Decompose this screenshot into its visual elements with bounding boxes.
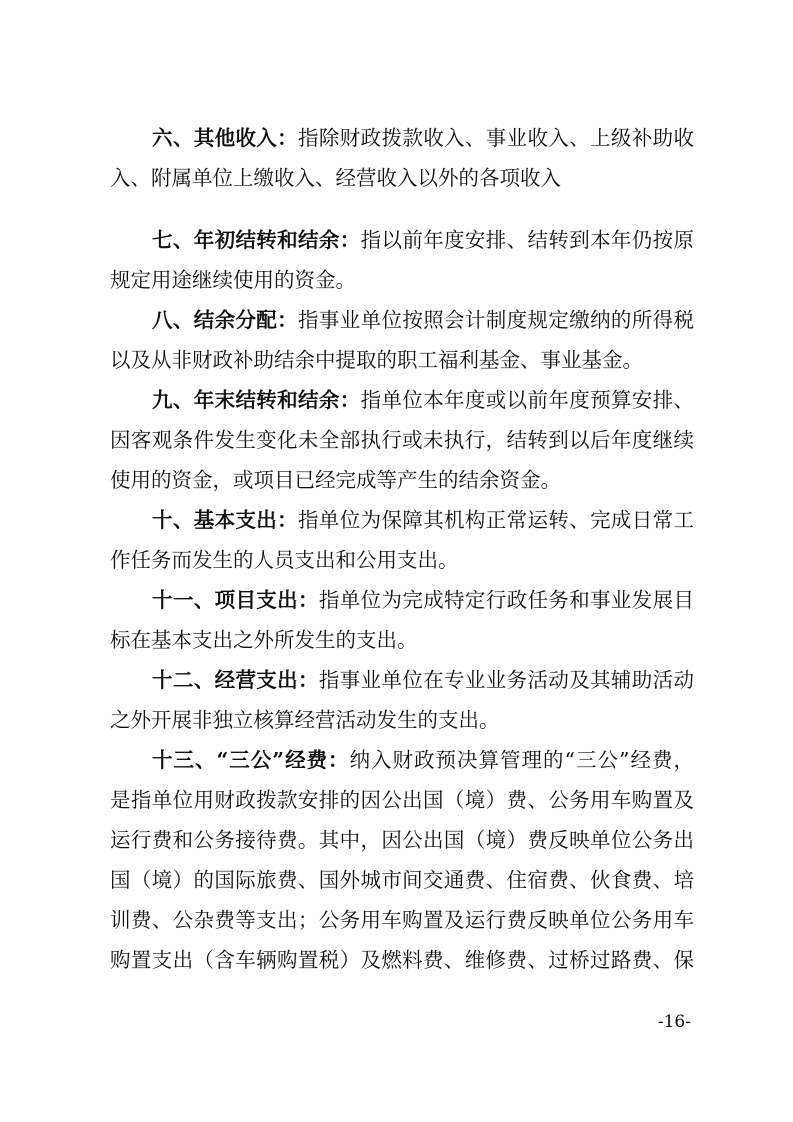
paragraph <box>110 740 694 980</box>
paragraph <box>110 660 694 740</box>
text-line <box>110 820 694 860</box>
paragraph-text: 购置支出（含车辆购置税）及燃料费、维修费、过桥过路费、保 <box>110 948 694 972</box>
paragraph-heading: 九、年末结转和结余： <box>152 388 361 412</box>
text-line <box>110 740 694 780</box>
paragraph <box>110 220 694 300</box>
paragraph-text: 运行费和公务接待费。其中，因公出国（境）费反映单位公务出 <box>110 828 694 852</box>
paragraph <box>110 300 694 380</box>
paragraph-heading: 十二、经营支出： <box>152 668 319 692</box>
paragraph-heading: 八、结余分配： <box>152 308 299 332</box>
paragraph-text: 因客观条件发生变化未全部执行或未执行，结转到以后年度继续 <box>110 428 694 452</box>
paragraph-text: 规定用途继续使用的资金。 <box>110 268 356 292</box>
text-line <box>110 940 694 980</box>
paragraph-text: 指以前年度安排、结转到本年仍按原 <box>360 228 695 252</box>
text-line <box>110 420 694 460</box>
text-line <box>110 620 694 660</box>
text-line <box>110 220 694 260</box>
paragraph-text: 使用的资金，或项目已经完成等产生的结余资金。 <box>110 468 561 492</box>
paragraph <box>110 500 694 580</box>
text-line <box>110 860 694 900</box>
text-line <box>110 700 694 740</box>
text-line <box>110 340 694 380</box>
paragraph-heading: 六、其他收入： <box>152 126 299 150</box>
text-line <box>110 780 694 820</box>
text-line <box>110 380 694 420</box>
text-line <box>110 580 694 620</box>
paragraph-text: 指事业单位在专业业务活动及其辅助活动 <box>318 668 695 692</box>
text-line <box>110 260 694 300</box>
paragraph-heading: 十三、“三公”经费： <box>152 748 350 772</box>
paragraph <box>110 118 694 198</box>
paragraph-text: 指事业单位按照会计制度规定缴纳的所得税 <box>298 308 695 332</box>
text-line <box>110 118 694 158</box>
paragraph-text: 作任务而发生的人员支出和公用支出。 <box>110 548 459 572</box>
paragraph-heading: 十一、项目支出： <box>152 588 319 612</box>
text-line <box>110 500 694 540</box>
paragraph-text: 国（境）的国际旅费、国外城市间交通费、住宿费、伙食费、培 <box>110 868 694 892</box>
text-line <box>110 900 694 940</box>
paragraph-text: 纳入财政预决算管理的“三公”经费， <box>349 748 694 772</box>
paragraph-heading: 七、年初结转和结余： <box>152 228 361 252</box>
text-line <box>110 660 694 700</box>
paragraph-text: 入、附属单位上缴收入、经营收入以外的各项收入 <box>110 166 561 190</box>
paragraph-text: 指单位为保障其机构正常运转、完成日常工 <box>298 508 695 532</box>
paragraph-text: 训费、公杂费等支出；公务用车购置及运行费反映单位公务用车 <box>110 908 694 932</box>
paragraph <box>110 580 694 660</box>
paragraph-text: 之外开展非独立核算经营活动发生的支出。 <box>110 708 500 732</box>
paragraph-text: 指单位本年度或以前年度预算安排、 <box>360 388 695 412</box>
paragraph-text: 是指单位用财政拨款安排的因公出国（境）费、公务用车购置及 <box>110 788 694 812</box>
paragraph-heading: 十、基本支出： <box>152 508 299 532</box>
text-line <box>110 460 694 500</box>
document-body <box>110 118 694 980</box>
text-line <box>110 540 694 580</box>
text-line <box>110 300 694 340</box>
paragraph-text: 指单位为完成特定行政任务和事业发展目 <box>318 588 695 612</box>
paragraph-text: 标在基本支出之外所发生的支出。 <box>110 628 418 652</box>
page-number: -16- <box>657 1012 691 1032</box>
paragraph <box>110 380 694 500</box>
paragraph-text: 指除财政拨款收入、事业收入、上级补助收 <box>298 126 695 150</box>
text-line <box>110 158 694 198</box>
paragraph-text: 以及从非财政补助结余中提取的职工福利基金、事业基金。 <box>110 348 643 372</box>
